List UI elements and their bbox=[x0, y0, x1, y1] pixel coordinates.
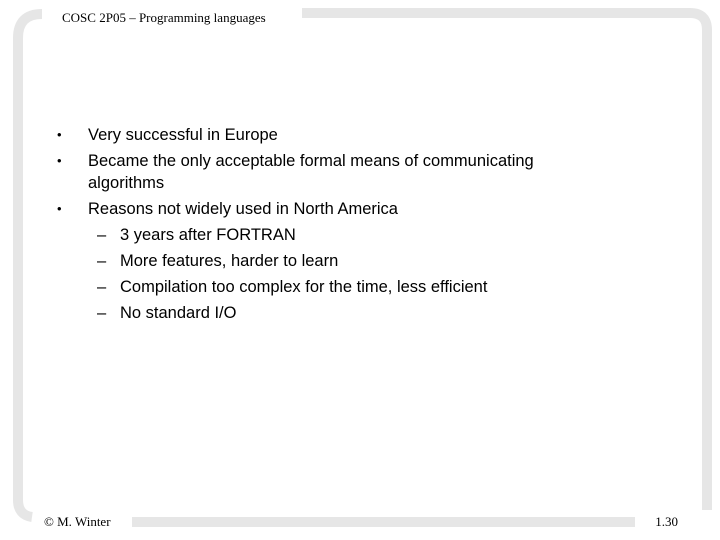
footer-page-number: 1.30 bbox=[655, 514, 678, 529]
header-title: COSC 2P05 – Programming languages bbox=[62, 10, 266, 25]
bullet-marker: • bbox=[57, 153, 62, 168]
sub-bullet-item bbox=[57, 224, 657, 246]
bullet-marker: • bbox=[57, 201, 62, 216]
slide-content bbox=[57, 124, 657, 328]
sub-bullet-text: No standard I/O bbox=[120, 304, 237, 322]
sub-bullet-text: 3 years after FORTRAN bbox=[120, 226, 296, 244]
frame-left-bar bbox=[18, 14, 42, 517]
sub-bullet-item bbox=[57, 276, 657, 298]
bullet-text: Reasons not widely used in North America bbox=[88, 200, 398, 218]
bullet-marker: • bbox=[57, 127, 62, 142]
bullet-item bbox=[57, 150, 657, 194]
sub-bullet-marker: – bbox=[97, 304, 107, 322]
bullet-item bbox=[57, 124, 657, 146]
footer-author: © M. Winter bbox=[44, 514, 111, 529]
sub-bullet-item bbox=[57, 250, 657, 272]
bullet-text: Very successful in Europe bbox=[88, 126, 278, 144]
sub-bullet-item bbox=[57, 302, 657, 324]
sub-bullet-text: More features, harder to learn bbox=[120, 252, 339, 270]
sub-bullet-text: Compilation too complex for the time, less efficient bbox=[120, 278, 488, 296]
sub-bullet-marker: – bbox=[97, 278, 107, 296]
frame-bottom-bar bbox=[132, 517, 635, 527]
bullet-item bbox=[57, 198, 657, 220]
sub-bullet-marker: – bbox=[97, 252, 107, 270]
sub-bullet-marker: – bbox=[97, 226, 107, 244]
bullet-text: Became the only acceptable formal means of communicating algorithms bbox=[88, 152, 534, 192]
